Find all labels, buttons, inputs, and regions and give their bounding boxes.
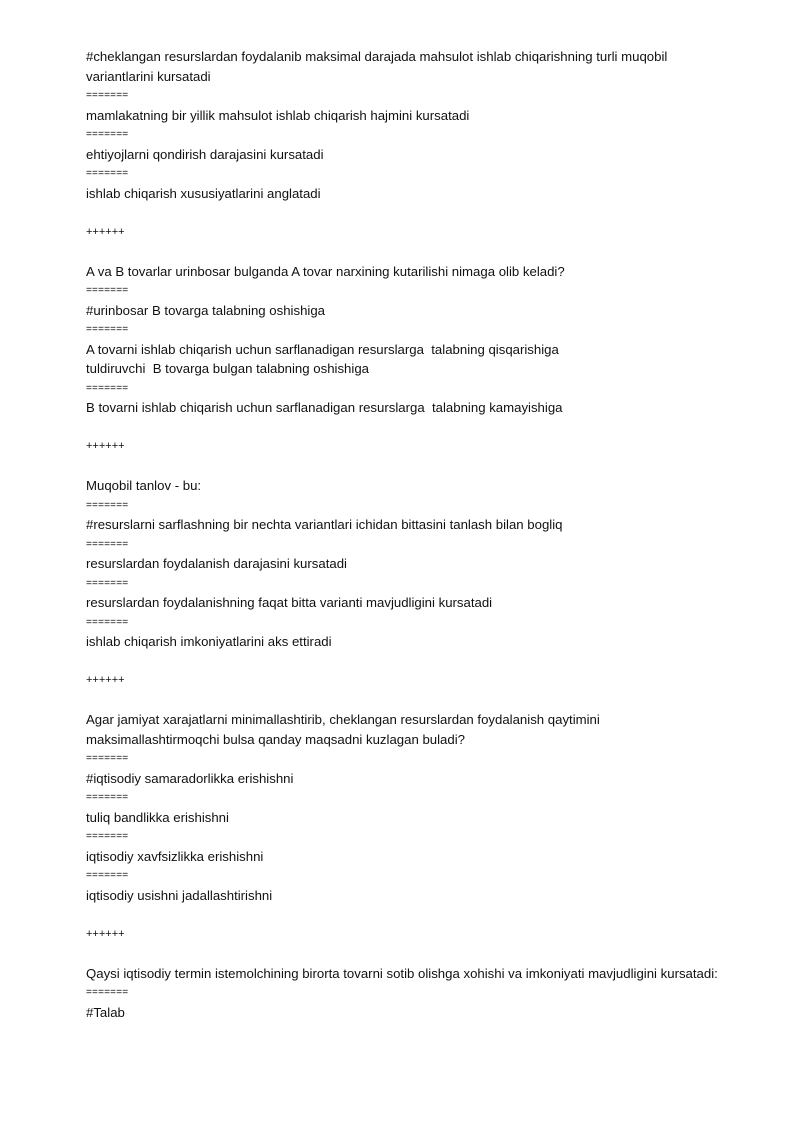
answer-option: #cheklangan resurslardan foydalanib maksimal darajada mahsulot ishlab chiqarishning turli muqobil variantlarini kursatadi [86,49,671,84]
answer-separator: ======= [86,753,129,764]
answer-separator: ======= [86,499,129,511]
answer-separator: ======= [86,382,129,394]
answer-separator: ======= [86,792,129,803]
question-block [86,476,726,710]
answer-option: iqtisodiy xavfsizlikka erishishni [86,848,264,864]
question-separator: ++++++ [86,225,125,238]
question-block [86,710,726,964]
answer-separator: ======= [86,577,129,589]
question-text: Agar jamiyat xarajatlarni minimallashtirib, cheklangan resurslardan foydalanish qaytimini maksimallashtirmoqchi bulsa qanday maqsadni kuzlagan buladi? [86,712,604,747]
answer-separator: ======= [86,168,129,179]
answer-separator: ======= [86,285,129,296]
answer-separator: ======= [86,870,129,881]
answer-separator: ======= [86,616,129,628]
answer-option: iqtisodiy usishni jadallashtirishni [86,887,273,903]
answer-separator: ======= [86,538,129,550]
answer-option: #Talab [86,1004,125,1020]
answer-option: resurslardan foydalanishning faqat bitta varianti mavjudligini kursatadi [86,595,493,610]
question-block [86,964,726,1023]
answer-option: ishlab chiqarish imkoniyatlarini aks ettiradi [86,634,332,649]
answer-separator: ======= [86,831,129,842]
question-text: A va B tovarlar urinbosar bulganda A tovar narxining kutarilishi nimaga olib keladi? [86,263,565,279]
answer-option: ishlab chiqarish xususiyatlarini anglatadi [86,185,321,201]
question-block [86,47,726,262]
answer-separator: ======= [86,129,129,140]
question-text: Qaysi iqtisodiy termin istemolchining birorta tovarni sotib olishga xohishi va imkoniyati mavjudligini kursatadi: [86,965,718,981]
answer-option: mamlakatning bir yillik mahsulot ishlab chiqarish hajmini kursatadi [86,107,470,123]
answer-separator: ======= [86,324,129,335]
answer-option: #urinbosar B tovarga talabning oshishiga [86,302,325,318]
question-separator: ++++++ [86,927,125,940]
answer-option: #resurslarni sarflashning bir nechta variantlari ichidan bittasini tanlash bilan bogliq [86,517,563,532]
answer-option: #iqtisodiy samaradorlikka erishishni [86,770,294,786]
answer-separator: ======= [86,987,129,998]
answer-option: ehtiyojlarni qondirish darajasini kursatadi [86,146,324,162]
answer-option: A tovarni ishlab chiqarish uchun sarflanadigan resurslarga talabning qisqarishiga tuldiruvchi B tovarga bulgan talabning oshishiga [86,341,559,376]
answer-option: tuliq bandlikka erishishni [86,809,229,825]
document-page [86,47,726,1022]
question-block [86,262,726,477]
answer-separator: ======= [86,90,129,101]
question-separator: ++++++ [86,674,125,686]
question-separator: ++++++ [86,440,125,452]
answer-option: B tovarni ishlab chiqarish uchun sarflanadigan resurslarga talabning kamayishiga [86,400,563,415]
question-text: Muqobil tanlov - bu: [86,478,202,493]
answer-option: resurslardan foydalanish darajasini kursatadi [86,556,347,571]
